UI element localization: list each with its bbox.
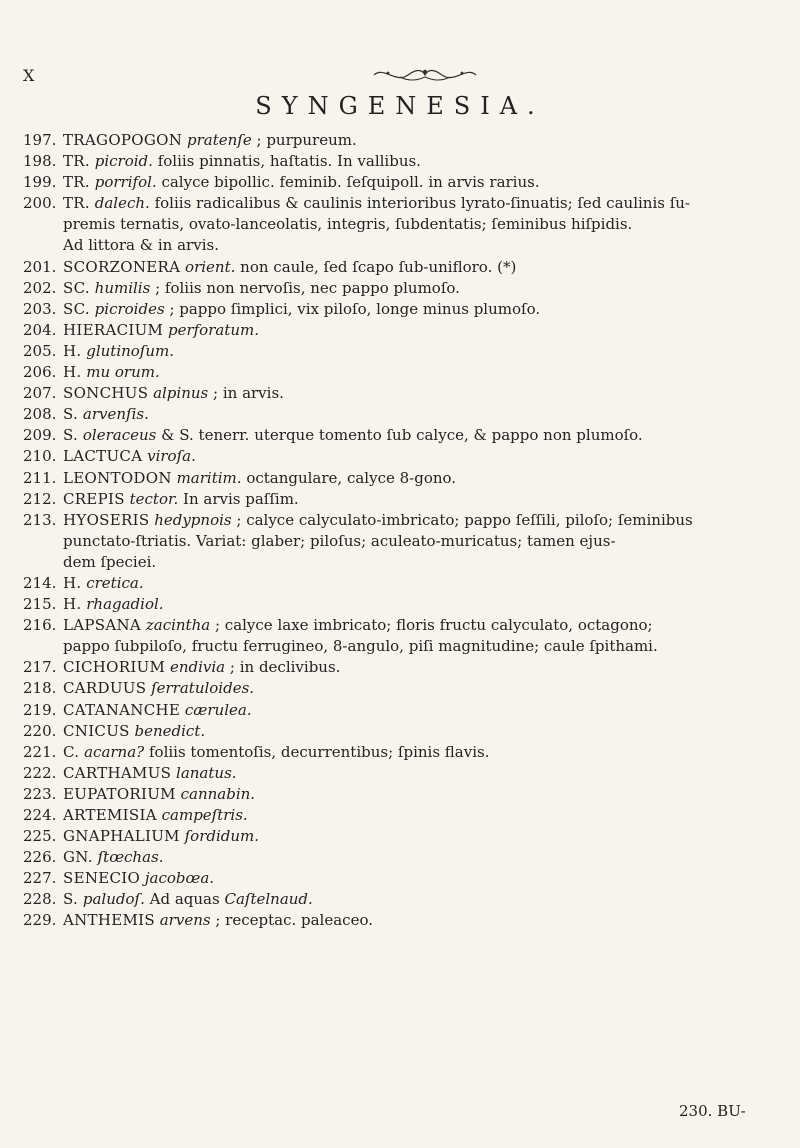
species-epithet: cannabin.: [180, 784, 256, 803]
entry-description: ; purpureum.: [256, 131, 357, 149]
species-epithet: campeſtris.: [161, 806, 248, 824]
genus-name: SC.: [63, 299, 90, 318]
species-epithet: ſerratuloides.: [151, 679, 255, 698]
entry-number: 200.: [23, 194, 57, 213]
entry-number: 211.: [23, 468, 57, 487]
genus-name: TR.: [63, 194, 90, 213]
species-entry: [23, 151, 783, 172]
entry-number: 229.: [23, 911, 57, 930]
genus-name: TR.: [63, 173, 90, 192]
genus-name: H.: [63, 573, 82, 592]
entry-description: In arvis paſſim.: [183, 489, 299, 508]
section-heading: SYNGENESIA.: [255, 92, 545, 120]
species-entry: [23, 678, 783, 699]
entry-description: foliis pinnatis, haſtatis. In vallibus.: [157, 152, 421, 171]
species-epithet: glutinoſum.: [86, 341, 175, 360]
genus-name: LEONTODON: [63, 468, 172, 487]
species-epithet: viroſa.: [147, 447, 196, 466]
genus-name: S.: [63, 405, 79, 424]
species-epithet: endivia: [169, 658, 226, 677]
genus-name: SONCHUS: [63, 384, 149, 403]
genus-name: S.: [63, 890, 79, 909]
species-entry: [23, 341, 783, 362]
genus-name: CATANANCHE: [63, 700, 181, 719]
genus-name: CICHORIUM: [63, 658, 166, 677]
species-epithet: alpinus: [153, 384, 209, 403]
species-epithet: benedict.: [134, 721, 206, 740]
species-entry: [23, 805, 783, 826]
entry-number: 202.: [23, 278, 57, 297]
entry-number: 223.: [23, 784, 57, 803]
species-entry: [23, 446, 783, 467]
entry-number: 213.: [23, 510, 57, 529]
entry-description: foliis tomentoſis, decurrentibus; ſpinis flavis.: [148, 742, 490, 761]
entry-description: ; pappo ſimplici, vix piloſo, longe minus plumoſo.: [169, 299, 541, 318]
species-epithet: cærulea.: [184, 700, 252, 719]
genus-name: CARTHAMUS: [63, 763, 172, 782]
species-epithet: humilis: [94, 278, 151, 297]
entry-description: calyce bipollic. feminib. ſeſquipoll. in arvis rarius.: [161, 173, 540, 192]
entry-number: 201.: [23, 257, 57, 276]
locality: Caſtelnaud.: [224, 890, 313, 909]
genus-name: C.: [63, 742, 80, 761]
genus-name: CNICUS: [63, 721, 130, 740]
genus-name: H.: [63, 363, 82, 382]
species-epithet: mu orum.: [86, 363, 160, 382]
genus-name: LAPSANA: [63, 616, 142, 635]
species-epithet: cretica.: [86, 573, 144, 592]
entry-description: ; receptac. paleaceo.: [215, 911, 373, 930]
species-epithet: lanatus.: [176, 763, 237, 782]
genus-name: ANTHEMIS: [63, 911, 155, 930]
species-entry: [23, 257, 783, 278]
species-entry: [23, 299, 783, 320]
genus-name: SC.: [63, 278, 90, 297]
species-entry: [23, 362, 783, 383]
entry-number: 204.: [23, 320, 57, 339]
species-entry: [23, 468, 783, 489]
species-epithet: tector.: [129, 489, 179, 508]
entry-number: 222.: [23, 763, 57, 782]
species-epithet: perforatum.: [167, 320, 259, 339]
entry-description: foliis radicalibus & caulinis interioribus lyrato-ſinuatis; ſed caulinis ſu-: [154, 194, 690, 213]
genus-name: TRAGOPOGON: [63, 131, 183, 149]
species-epithet: picroid.: [94, 152, 153, 171]
genus-name: HYOSERIS: [63, 510, 150, 529]
species-entry: [23, 657, 783, 678]
genus-name: EUPATORIUM: [63, 784, 176, 803]
species-epithet: dalech.: [94, 194, 150, 213]
species-epithet: ſtœchas.: [97, 848, 164, 867]
entry-description: ; foliis non nervoſis, nec pappo plumoſo.: [155, 278, 460, 297]
species-epithet: hedypnois: [154, 510, 232, 529]
genus-name: ARTEMISIA: [63, 806, 157, 824]
entry-description: ; in arvis.: [213, 384, 284, 403]
genus-name: S.: [63, 426, 79, 445]
entry-number: 199.: [23, 173, 57, 192]
entry-description: ; calyce laxe imbricato; floris fructu calyculato, octagono;: [214, 616, 653, 635]
entry-description: & S. tenerr. uterque tomento ſub calyce, & pappo non plumoſo.: [161, 426, 643, 445]
entry-number: 205.: [23, 341, 57, 360]
entry-continuation: dem ſpeciei.: [63, 552, 157, 571]
species-entry: [23, 172, 783, 193]
entry-number: 218.: [23, 679, 57, 698]
species-entry: [23, 742, 783, 763]
entry-continuation: pappo ſubpiloſo, fructu ferrugineo, 8-angulo, piſi magnitudine; caule ſpithami.: [63, 637, 658, 656]
species-epithet: porrifol.: [94, 173, 157, 192]
species-entry: [23, 193, 783, 214]
species-list: [23, 130, 783, 932]
species-entry: [23, 320, 783, 341]
entry-number: 224.: [23, 806, 57, 824]
species-entry: [23, 889, 783, 910]
species-epithet: arvens: [159, 911, 211, 930]
species-entry: [23, 130, 783, 151]
genus-name: GN.: [63, 848, 93, 867]
species-entry: [23, 278, 783, 299]
genus-name: H.: [63, 595, 82, 614]
species-entry: [23, 763, 783, 784]
entry-number: 216.: [23, 616, 57, 635]
species-entry: [23, 847, 783, 868]
species-epithet: maritim.: [176, 468, 242, 487]
entry-description: ; calyce calyculato-imbricato; pappo ſeſſili, piloſo; ſeminibus: [236, 510, 693, 529]
species-epithet: ſordidum.: [184, 827, 260, 846]
species-entry: [23, 404, 783, 425]
genus-name: LACTUCA: [63, 447, 143, 466]
entry-number: 228.: [23, 890, 57, 909]
entry-number: 227.: [23, 869, 57, 888]
entry-continuation: punctato-ſtriatis. Variat: glaber; piloſus; aculeato-muricatus; tamen ejus-: [63, 531, 616, 550]
species-entry: [23, 721, 783, 742]
catchword: 230. BU-: [679, 1102, 746, 1120]
species-epithet: paludoſ.: [82, 890, 145, 909]
entry-continuation: premis ternatis, ovato-lanceolatis, integris, ſubdentatis; ſeminibus hiſpidis.: [63, 215, 633, 234]
species-entry: [23, 573, 783, 594]
entry-number: 225.: [23, 827, 57, 846]
genus-name: TR.: [63, 152, 90, 171]
species-entry: [23, 615, 783, 636]
entry-number: 212.: [23, 489, 57, 508]
genus-name: SENECIO: [63, 869, 141, 888]
entry-number: 209.: [23, 426, 57, 445]
species-entry: [23, 425, 783, 446]
species-epithet: picroides: [94, 299, 165, 318]
species-epithet: pratenſe: [187, 131, 252, 149]
species-entry: [23, 510, 783, 531]
genus-name: CREPIS: [63, 489, 125, 508]
entry-number: 220.: [23, 721, 57, 740]
entry-number: 207.: [23, 384, 57, 403]
genus-name: CARDUUS: [63, 679, 147, 698]
genus-name: H.: [63, 341, 82, 360]
entry-description: octangulare, calyce 8-gono.: [246, 468, 457, 487]
entry-number: 219.: [23, 700, 57, 719]
species-entry: [23, 594, 783, 615]
entry-number: 197.: [23, 131, 57, 149]
species-epithet: jacobœa.: [144, 869, 215, 888]
entry-number: 210.: [23, 447, 57, 466]
flourish-ornament: [370, 64, 480, 86]
entry-continuation: Ad littora & in arvis.: [63, 236, 219, 255]
entry-number: 203.: [23, 299, 57, 318]
entry-number: 226.: [23, 848, 57, 867]
species-entry: [23, 910, 783, 931]
entry-number: 215.: [23, 595, 57, 614]
page-number: X: [23, 66, 35, 85]
species-entry: [23, 868, 783, 889]
species-epithet: arvenſis.: [82, 405, 149, 424]
species-entry: [23, 700, 783, 721]
entry-number: 208.: [23, 405, 57, 424]
genus-name: SCORZONERA: [63, 257, 181, 276]
species-epithet: oleraceus: [82, 426, 157, 445]
genus-name: GNAPHALIUM: [63, 827, 180, 846]
species-entry: [23, 826, 783, 847]
entry-number: 206.: [23, 363, 57, 382]
entry-number: 217.: [23, 658, 57, 677]
species-entry: [23, 784, 783, 805]
species-epithet: orient.: [185, 257, 236, 276]
entry-description: non caule, ſed ſcapo ſub-unifloro. (*): [240, 257, 517, 276]
entry-number: 214.: [23, 573, 57, 592]
species-entry: [23, 489, 783, 510]
entry-number: 198.: [23, 152, 57, 171]
species-entry: [23, 383, 783, 404]
entry-number: 221.: [23, 742, 57, 761]
genus-name: HIERACIUM: [63, 320, 164, 339]
species-epithet: acarna?: [84, 742, 145, 761]
species-epithet: zacintha: [145, 616, 211, 635]
species-epithet: rhagadiol.: [86, 595, 164, 614]
entry-description: Ad aquas: [149, 890, 220, 909]
entry-description: ; in declivibus.: [229, 658, 341, 677]
